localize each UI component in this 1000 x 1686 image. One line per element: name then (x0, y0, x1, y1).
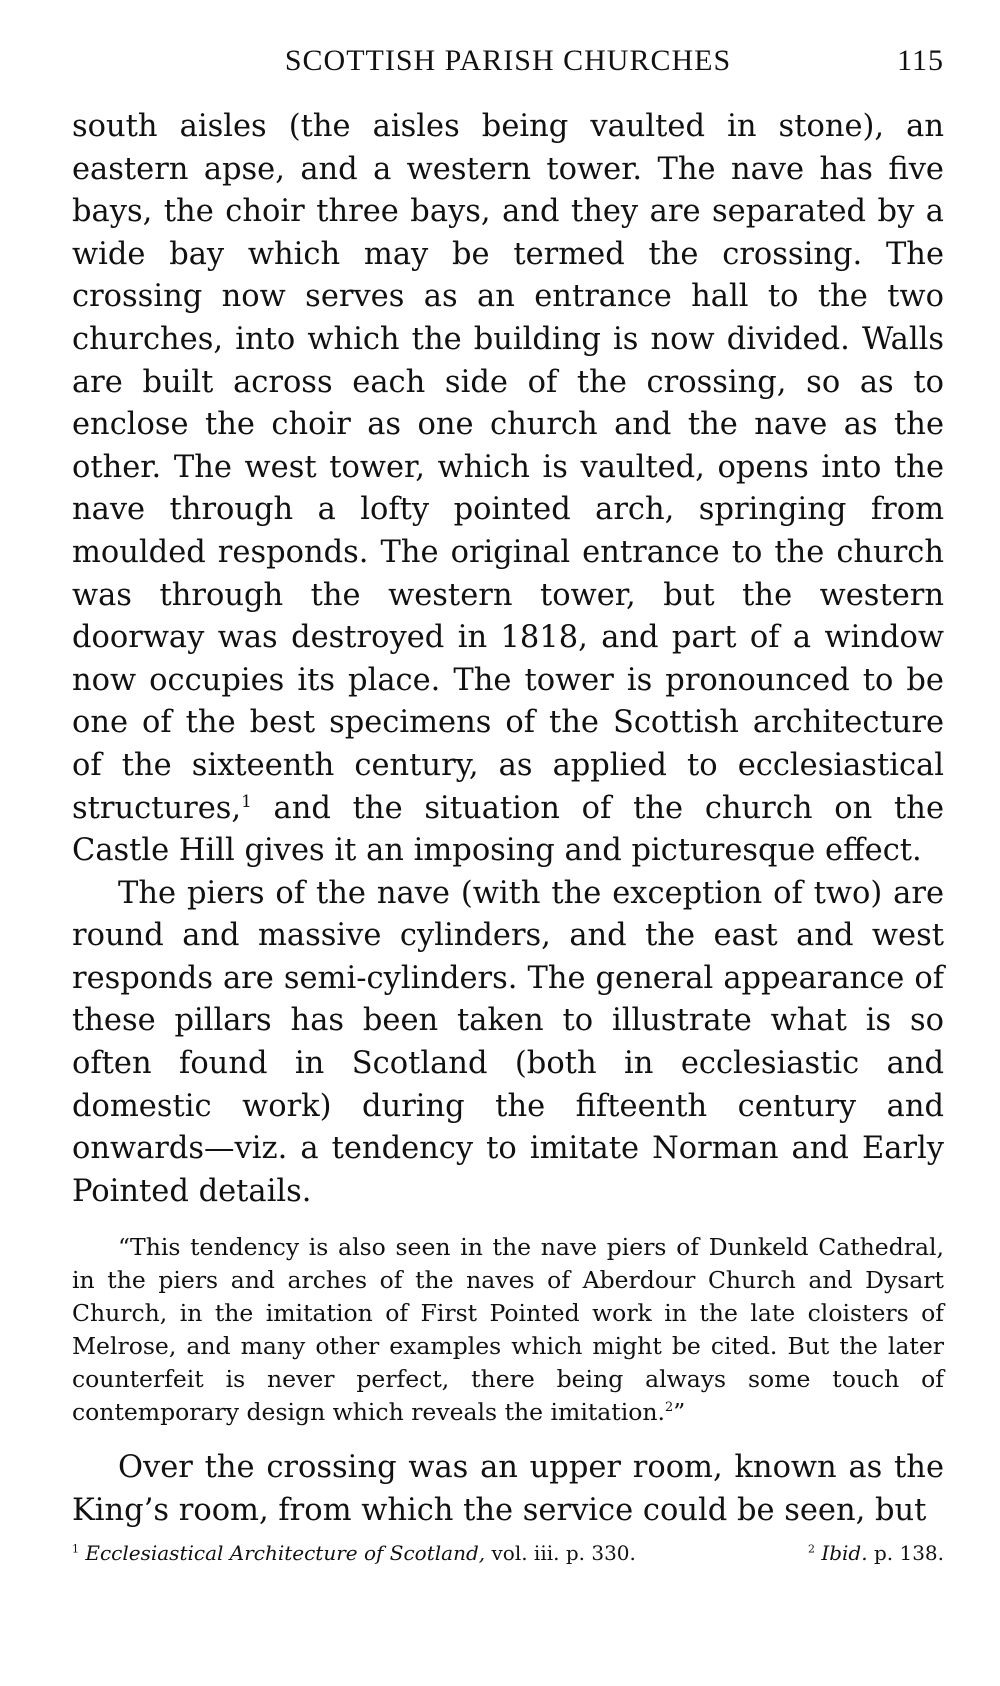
footnote-2-title: Ibid. (821, 1540, 868, 1565)
running-title: SCOTTISH PARISH CHURCHES (284, 44, 732, 77)
footnote-1-title: Ecclesiastical Architecture of Scotland, (85, 1540, 486, 1565)
book-page (72, 40, 944, 1650)
footnote-2 (808, 1539, 944, 1567)
main-text (72, 106, 944, 1213)
footnotes (72, 1539, 944, 1567)
paragraph-2: The piers of the nave (with the exception of two) are round and massive cylinders, and the east and west responds are semi-cylinders. The general appearance of these pillars has been taken to illustrate what is so often found in Scotland (both in ecclesiastic and domestic work) during the fifteenth century and onwards—viz. a tendency to imitate Norman and Early Pointed details. (72, 875, 944, 1209)
quote-text: “This tendency is also seen in the nave piers of Dunkeld Cathedral, in the piers and arches of the naves of Aberdour Church and Dysart Church, in the imitation of First Pointed work in the late cloisters of Melrose, and many other examples which might be cited. But the later counterfeit is never perfect, there being always some touch of contemporary design which reveals the imitation. (72, 1233, 944, 1427)
continuation-text (72, 1447, 944, 1532)
quote-close: ” (673, 1398, 686, 1427)
footnote-2-marker: 2 (807, 1541, 815, 1555)
footnote-2-rest: p. 138. (867, 1540, 944, 1565)
paragraph-1 (72, 106, 944, 873)
paragraph-3: Over the crossing was an upper room, known as the King’s room, from which the service could be seen, but (72, 1450, 944, 1529)
running-head (72, 40, 944, 84)
paragraph-1-end: and the situation of the church on the Castle Hill gives it an imposing and picturesque effect. (72, 790, 944, 869)
footnote-1 (72, 1539, 636, 1567)
footnote-ref-1[interactable]: 1 (241, 790, 252, 811)
block-quote (72, 1231, 944, 1429)
page-number: 115 (897, 44, 944, 77)
paragraph-1-text: south aisles (the aisles being vaulted in stone), an eastern apse, and a western tower. The nave has five bays, the choir three bays, and they are separated by a wide bay which may be termed the crossing. The crossing now serves as an entrance hall to the two churches, into which the building is now divided. Walls are built across each side of the crossing, so as to enclose the choir as one church and the nave as the other. The west tower, which is vaulted, opens into the nave through a lofty pointed arch, springing from moulded responds. The original entrance to the church was through the western tower, but the western doorway was destroyed in 1818, and part of a window now occupies its place. The tower is pronounced to be one of the best specimens of the Scottish architecture of the sixteenth century, as applied to ecclesiastical structures, (72, 109, 944, 826)
footnote-ref-2[interactable]: 2 (665, 1400, 674, 1416)
footnote-1-marker: 1 (72, 1541, 79, 1555)
footnote-1-rest: vol. iii. p. 330. (485, 1540, 636, 1565)
